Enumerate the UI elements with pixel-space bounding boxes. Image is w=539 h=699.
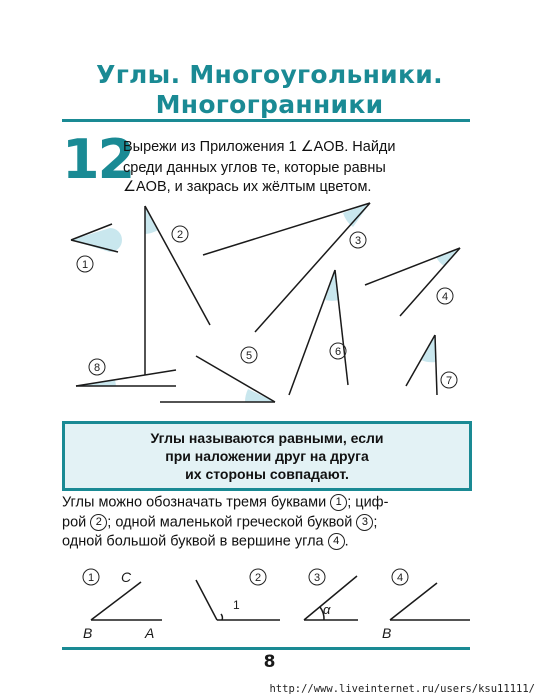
page-title-line1: Углы. Многоугольники. [96, 60, 443, 89]
source-url: http://www.liveinternet.ru/users/ksu11111/ [269, 683, 535, 695]
inline-num-2: 2 [90, 514, 107, 531]
example-2-arc [221, 614, 222, 620]
letter-c: C [121, 569, 132, 585]
inline-num-4: 4 [328, 533, 345, 550]
letter-a: A [145, 625, 155, 641]
example-label-2: 2 [254, 572, 262, 584]
angle-label-6: 6 [334, 346, 342, 358]
body-line2: рой 2 ; одной маленькой греческой буквой 3 ; [62, 514, 378, 531]
footer-divider [62, 647, 470, 650]
example-label-4: 4 [396, 572, 404, 584]
letter-alpha: α [323, 602, 331, 617]
page-title-line2: Многогранники [155, 90, 384, 119]
page-number: 8 [263, 652, 276, 672]
letter-b4: B [382, 625, 392, 641]
angle-label-4: 4 [441, 291, 449, 303]
angle-label-1: 1 [81, 259, 89, 271]
task-text-line2: среди данных углов те, которые равны [123, 160, 386, 176]
angle-label-2: 2 [176, 229, 184, 241]
rule-line2: при наложении друг на друга [165, 448, 369, 464]
example-2-ray-a [196, 580, 217, 620]
body-line3: одной большой буквой в вершине угла 4 . [62, 533, 349, 550]
digit-one: 1 [233, 598, 240, 612]
task-text-line3: ∠AOB, и закрась их жёлтым цветом. [123, 179, 372, 195]
angle-label-3: 3 [354, 235, 362, 247]
example-label-3: 3 [313, 572, 321, 584]
example-label-1: 1 [87, 572, 95, 584]
inline-num-3: 3 [356, 514, 373, 531]
angle-label-5: 5 [245, 350, 253, 362]
inline-num-1: 1 [330, 494, 347, 511]
angle-label-8: 8 [93, 362, 101, 374]
task-text-line1: Вырежи из Приложения 1 ∠AOB. Найди [123, 139, 396, 155]
example-1-ray-a [91, 582, 141, 620]
letter-b: B [83, 625, 93, 641]
task-number: 12 [62, 128, 134, 191]
example-4-ray-a [390, 583, 437, 620]
angle-label-7: 7 [445, 375, 453, 387]
rule-line3: их стороны совпадают. [185, 466, 349, 482]
rule-line1: Углы называются равными, если [150, 430, 384, 446]
body-line1: Углы можно обозначать тремя буквами 1 ; циф- [62, 494, 389, 511]
